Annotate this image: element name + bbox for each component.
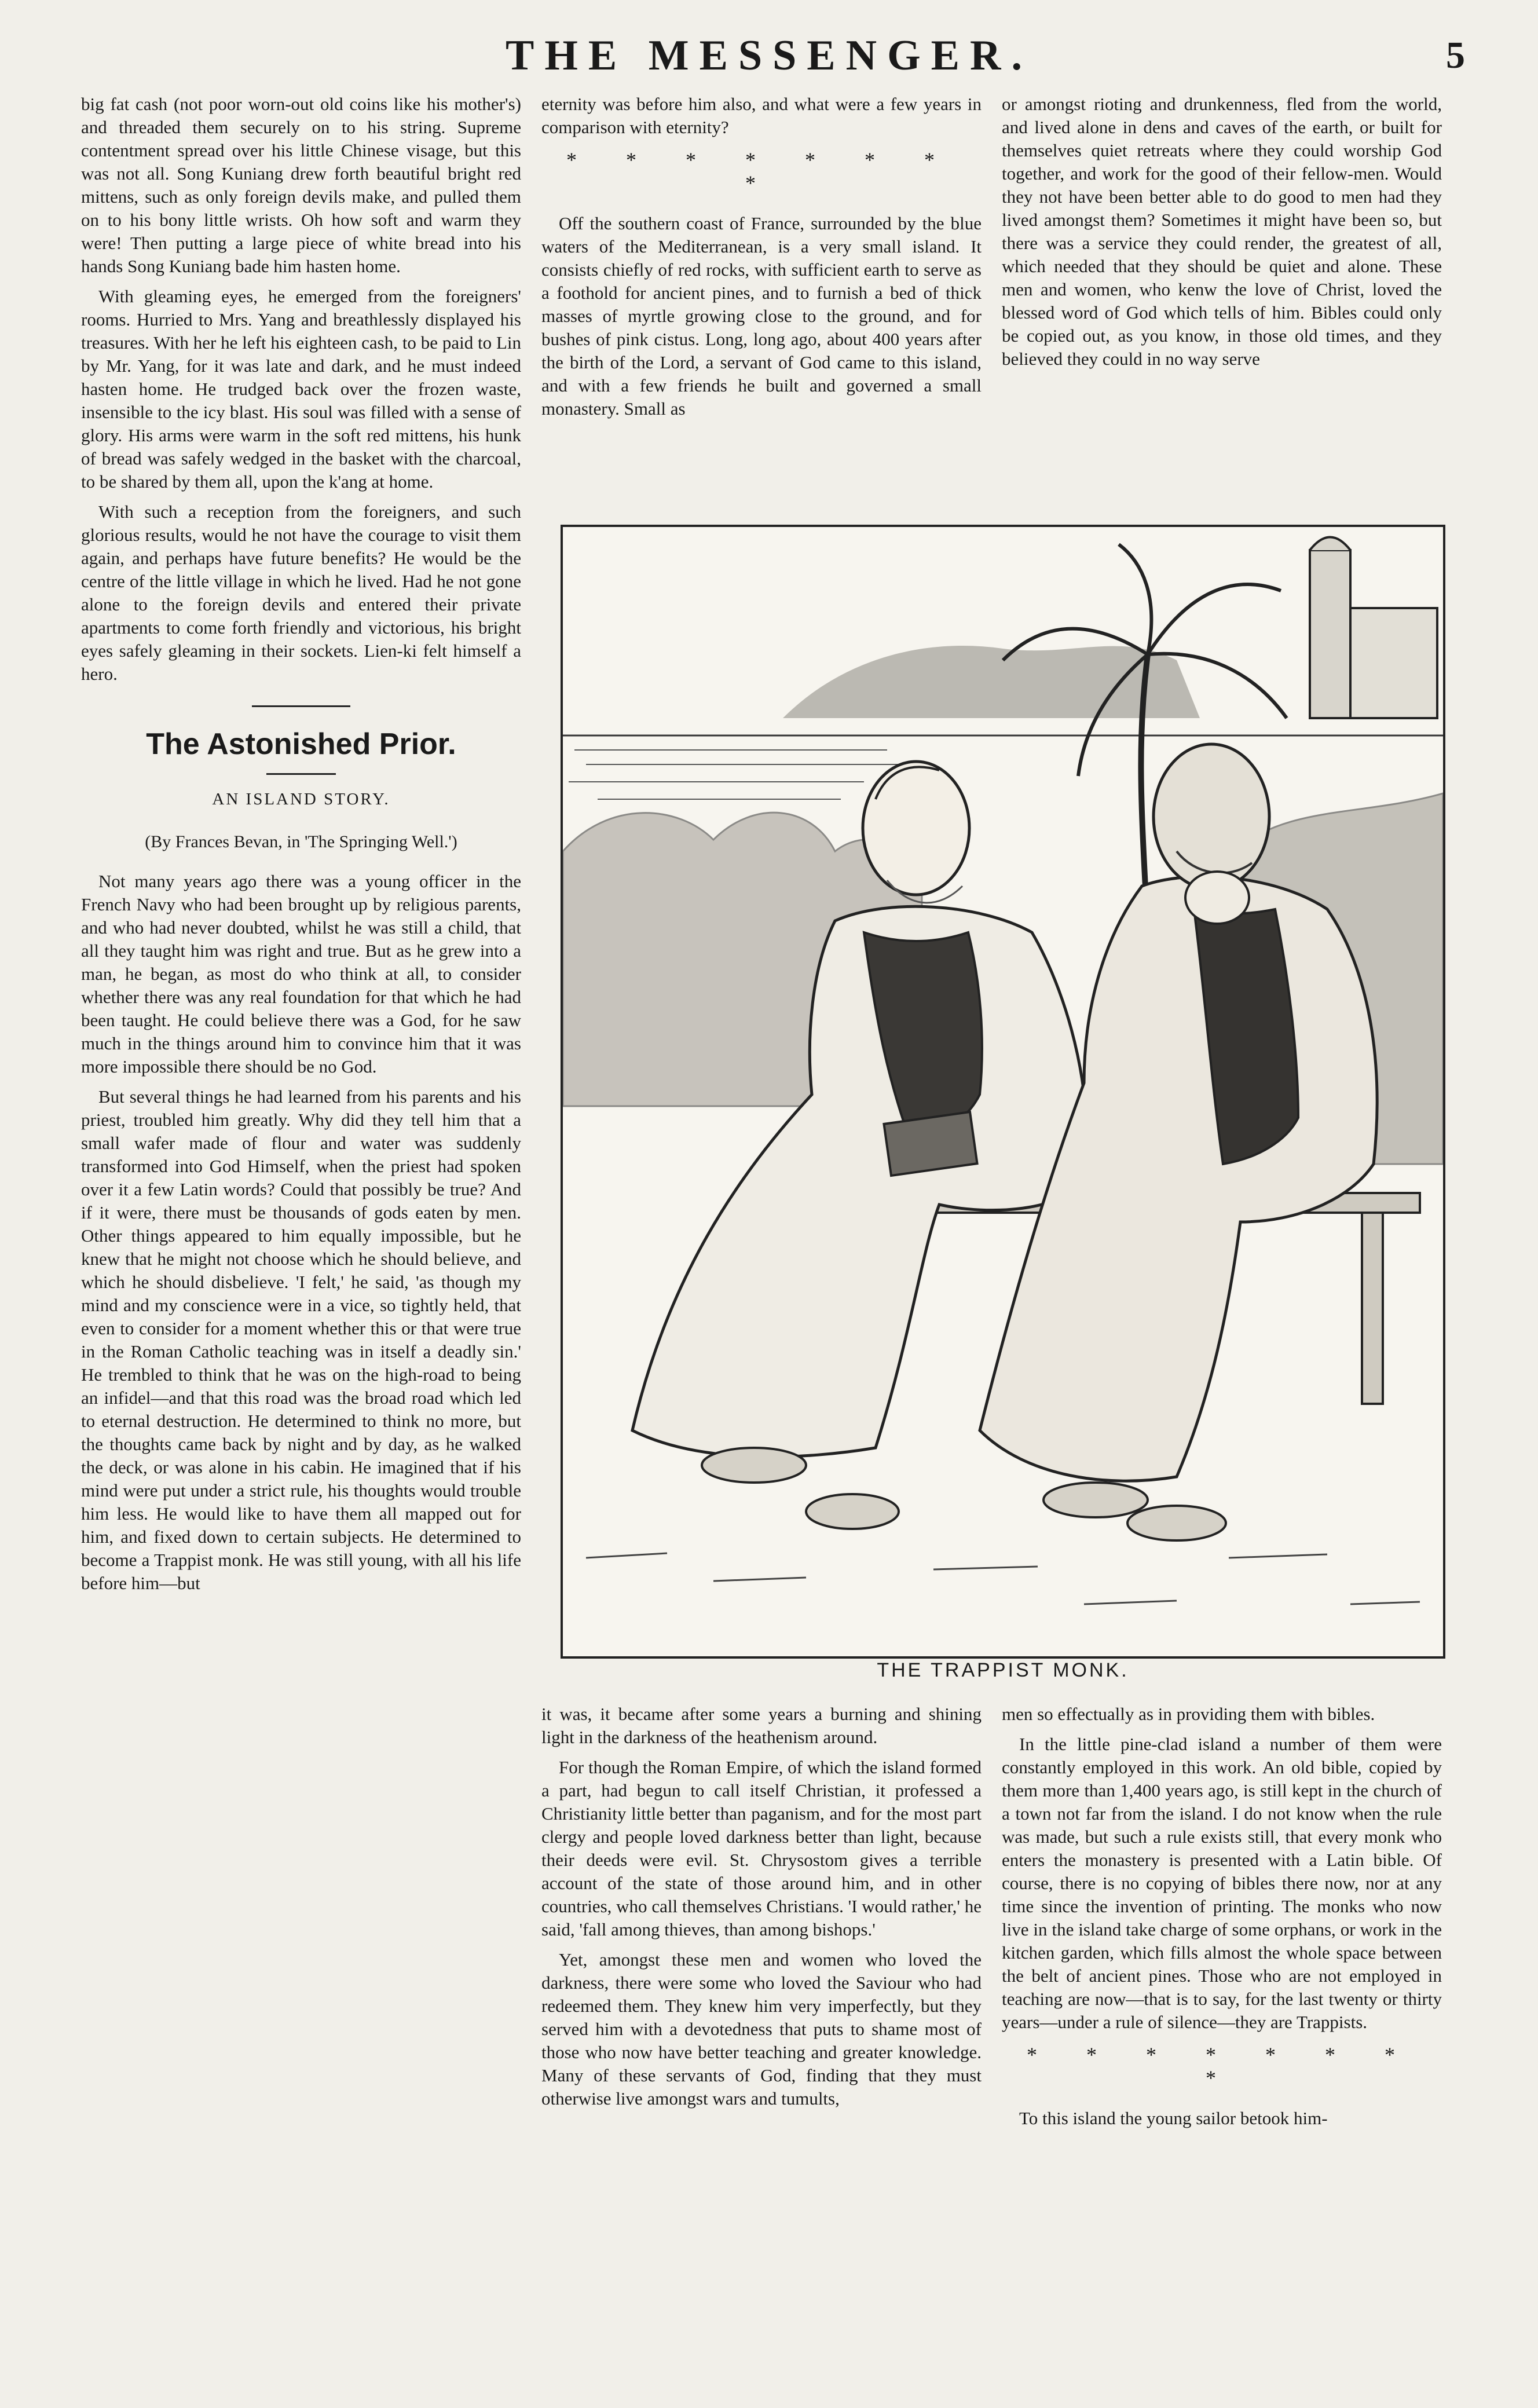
paragraph: But several things he had learned from his parents and his priest, troubled him greatly. Why did they tell him that a small wafer made of flour and water was suddenly transformed into God Himself, when the priest had spoken over it a few Latin words? Could that possibly be true? And if it were, there must be thousands of gods eaten by men. Other things appeared to him equally impossible, but he knew that he might not choose which he should believe, and which he should disbelieve. 'I felt,' he said, 'as though my mind and my conscience were in a vice, so tightly held, that even to consider for a moment whether this or that were true in the Roman Catholic teaching was in itself a deadly sin.' He trembled to think that he was on the high-road to being an infidel—and that this road was the broad road which led to eternal destruction. He determined to think no more, but the thoughts came back by night and by day, as he walked the deck, or was alone in his cabin. He imagined that if his mind were put under a strict rule, his thoughts would trouble him less. He would like to have them all mapped out for him, and fixed down to certain subjects. He determined to become a Trappist monk. He was still young, with all his life before him—but [81, 1086, 521, 1593]
paragraph: Yet, amongst these men and women who loved the darkness, there were some who loved the Saviour who had redeemed them. They knew him very imperfectly, but they served him with a devotedness that puts to shame most of those who now have better teaching and greater knowledge. Many of these servants of God, finding that they must otherwise live amongst wars and tumults, [541, 1949, 982, 2109]
paragraph: it was, it became after some years a burning and shining light in the darkness of the heathenism around. [541, 1704, 982, 1747]
paragraph: In the little pine-clad island a number of them were constantly employed in this work. An old bible, copied by them more than 1,400 years ago, is still kept in the church of a town not far from the island. I do not know when the rule was made, but such a rule exists still, that every monk who enters the monastery is presented with a Latin bible. Of course, there is no copying of bibles there now, nor at any time since the invention of printing. The monks who now live in the island take charge of some orphans, or work in the kitchen garden, which fills almost the whole space between the belt of ancient pines. Those who are not employed in teaching are now—that is to say, for the last twenty or thirty years—under a rule of silence—they are Trappists. [1002, 1734, 1442, 2032]
paragraph: To this island the young sailor betook him- [1019, 2108, 1328, 2128]
column-1 [81, 93, 521, 1602]
paragraph: With gleaming eyes, he emerged from the foreigners' rooms. Hurried to Mrs. Yang and breathlessly displayed his treasures. With her he left his eighteen cash, to be paid to Lin by Mr. Yang, for it was late and dark, and he must indeed hasten home. He trudged back over the frozen waste, insensible to the icy blast. His soul was filled with a sense of glory. His arms were warm in the soft red mittens, his hunk of bread was safely wedged in the basket with the charcoal, to be shared by them all, upon the k'ang at home. [81, 286, 521, 492]
paragraph: For though the Roman Empire, of which the island formed a part, had begun to call itself Christian, it professed a Christianity little better than paganism, and for the most part clergy and people loved darkness better than light, because their deeds were evil. St. Chrysostom gives a terrible account of the state of those around him, and in other countries, who call themselves Christians. 'I would rather,' he said, 'fall among thieves, than among bishops.' [541, 1757, 982, 1939]
page-number: 5 [1446, 34, 1465, 76]
paragraph: or amongst rioting and drunkenness, fled from the world, and lived alone in dens and caves of the earth, or built for themselves quiet retreats where they could worship God together, and work for the good of their fellow-men. Would they not have been better able to do good to men had they lived amongst them? Sometimes it might have been so, but there was a service they could render, the greatest of all, which needed that they should be quiet and alone. These men and women, who kenw the love of Christ, loved the blessed word of God which tells of him. Bibles could only be copied out, as you know, in those old times, and they believed they could in no way serve [1002, 94, 1442, 369]
paragraph: men so effectually as in providing them with bibles. [1002, 1704, 1375, 1724]
masthead-title: THE MESSENGER. [506, 32, 1032, 79]
engraving-drawing [563, 527, 1443, 1656]
paragraph: eternity was before him also, and what were a few years in comparison with eternity? [541, 94, 982, 137]
column-4 [541, 1703, 982, 2117]
paragraph: big fat cash (not poor worn-out old coins like his mother's) and threaded them securely on to his string. Supreme contentment spread over his little Chinese visage, but this was not all. Song Kuniang drew forth beautiful bright red mittens, such as only foreign devils make, and pulled them on to his bony little wrists. Oh how soft and warm they were! Then putting a large piece of white bread into his hands Song Kuniang bade him hasten home. [81, 94, 521, 276]
column-2 [541, 93, 982, 427]
paragraph: Not many years ago there was a young officer in the French Navy who had been brought up by religious parents, and who had never doubted, whilst he was still a child, that all they taught him was right and true. But as he grew into a man, he began, as most do who think at all, to consider whether there was any real foundation for that which he had been taught. He could believe there was a God, for he saw much in the things around him to convince him that it was more impossible there should be no God. [81, 871, 521, 1077]
column-5 [1002, 1703, 1442, 2137]
section-stars: * * * * * * * * [1027, 2043, 1417, 2089]
illustration-trappist-monk [561, 525, 1445, 1659]
illustration-caption: THE TRAPPIST MONK. [877, 1659, 1129, 1681]
story-title: The Astonished Prior. [146, 727, 456, 761]
section-divider [252, 705, 350, 707]
paragraph: With such a reception from the foreigners, and such glorious results, would he not have the courage to visit them again, and perhaps have future benefits? He would be the centre of the little village in which he lived. Had he not gone alone to the foreign devils and entered their private apartments to come forth friendly and victorious, his bright eyes safely gleaming in their sockets. Lien-ki felt himself a hero. [81, 502, 521, 684]
title-underline [266, 773, 336, 775]
paragraph: Off the southern coast of France, surrounded by the blue waters of the Mediterranean, is a very small island. It consists chiefly of red rocks, with sufficient earth to serve as a foothold for ancient pines, and to furnish a bed of thick masses of myrtle growing close to the ground, and for bushes of pink cistus. Long, long ago, about 400 years after the birth of the Lord, a servant of God came to this island, and with a few friends he built and governed a small monastery. Small as [541, 213, 982, 419]
story-subtitle: AN ISLAND STORY. [212, 790, 390, 808]
section-stars: * * * * * * * * [566, 148, 957, 195]
story-byline: (By Frances Bevan, in 'The Springing Well.') [145, 832, 457, 851]
column-3 [1002, 93, 1442, 378]
